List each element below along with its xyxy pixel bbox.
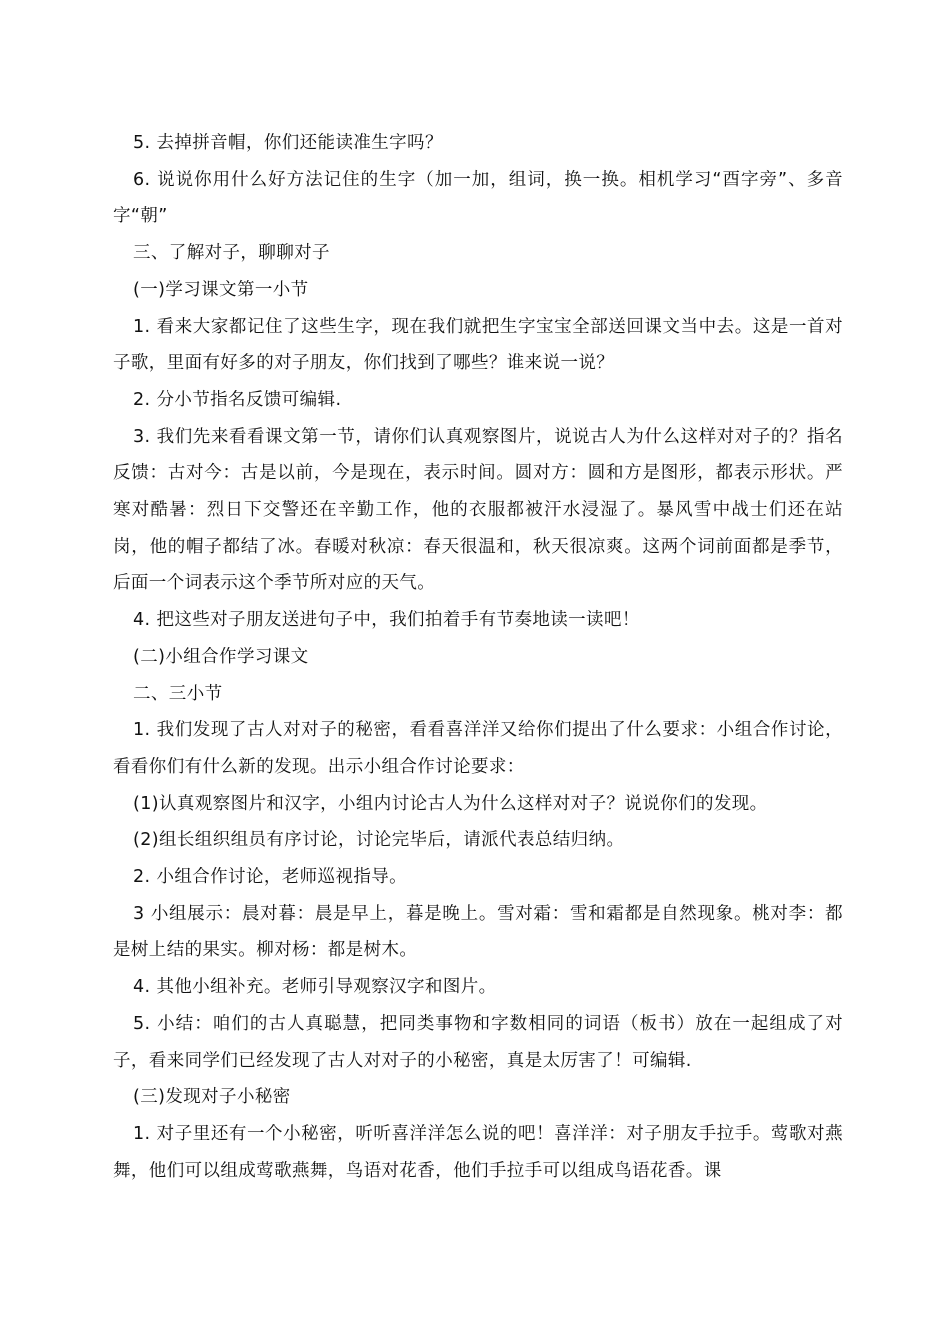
paragraph-17: 5. 小结：咱们的古人真聪慧，把同类事物和字数相同的词语（板书）放在一起组成了对子，看来同学们已经发现了古人对对子的小秘密，真是太厉害了！可编辑. (113, 1013, 843, 1071)
section-heading-3: 三、了解对子，聊聊对子 (133, 243, 330, 264)
paragraph-6: 2. 分小节指名反馈可编辑. (133, 389, 342, 410)
paragraph-7: 3. 我们先来看看课文第一节，请你们认真观察图片，说说古人为什么这样对对子的？指名反馈：古对今：古是以前，今是现在，表示时间。圆对方：圆和方是图形，都表示形状。严寒对酷暑：烈日下交警还在辛勤工作，他的衣服都被汗水浸湿了。暴风雪中战士们还在站岗，他的帽子都结了冰。春暖对秋凉：春天很温和，秋天很凉爽。这两个词前面都是季节，后面一个词表示这个季节所对应的天气。 (113, 426, 843, 594)
paragraph-2: 6. 说说你用什么好方法记住的生字（加一加，组词，换一换。相机学习“酉字旁”、多音字“朝” (113, 169, 843, 227)
paragraph-1: 5. 去掉拼音帽，你们还能读准生字吗？ (133, 133, 443, 153)
subsection-heading-1: (一)学习课文第一小节 (133, 279, 309, 300)
requirement-item-2: (2)组长组织组员有序讨论，讨论完毕后，请派代表总结归纳。 (133, 830, 625, 851)
document-body (113, 125, 843, 1189)
subsection-heading-2: (二)小组合作学习课文 (133, 646, 309, 667)
paragraph-19: 1. 对子里还有一个小秘密，听听喜洋洋怎么说的吧！喜洋洋：对子朋友手拉手。莺歌对燕舞，他们可以组成莺歌燕舞，鸟语对花香，他们手拉手可以组成鸟语花香。课 (113, 1123, 843, 1181)
paragraph-8: 4. 把这些对子朋友送进句子中，我们拍着手有节奏地读一读吧！ (133, 610, 640, 631)
subsection-heading-3: (三)发现对子小秘密 (133, 1087, 291, 1108)
paragraph-14: 2. 小组合作讨论，老师巡视指导。 (133, 867, 408, 888)
paragraph-11: 1. 我们发现了古人对对子的秘密，看看喜洋洋又给你们提出了什么要求：小组合作讨论，看看你们有什么新的发现。出示小组合作讨论要求： (113, 720, 843, 777)
requirement-item-1: (1)认真观察图片和汉字，小组内讨论古人为什么这样对对子？说说你们的发现。 (133, 793, 768, 814)
paragraph-5: 1. 看来大家都记住了这些生字，现在我们就把生字宝宝全部送回课文当中去。这是一首对子歌，里面有好多的对子朋友，你们找到了哪些？谁来说一说？ (113, 316, 843, 374)
paragraph-15: 3 小组展示：晨对暮：晨是早上，暮是晚上。雪对霜：雪和霜都是自然现象。桃对李：都是树上结的果实。柳对杨：都是树木。 (113, 903, 843, 961)
subsection-subheading: 二、三小节 (133, 683, 223, 704)
paragraph-16: 4. 其他小组补充。老师引导观察汉字和图片。 (133, 977, 497, 998)
